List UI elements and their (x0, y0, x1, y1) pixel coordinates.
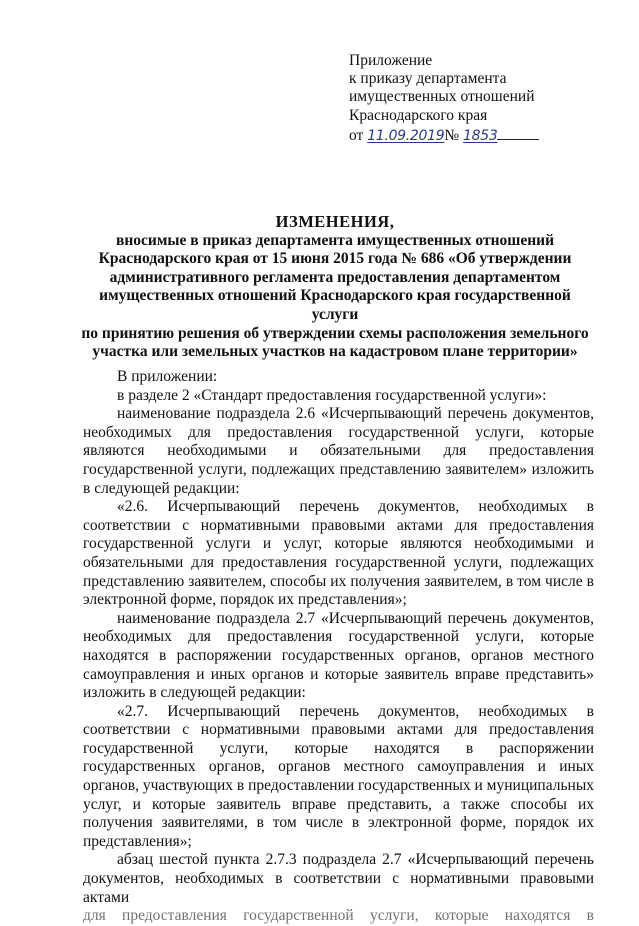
appendix-line: имущественных отношений (349, 88, 535, 106)
title-line: административного регламента предоставления департаментом (109, 268, 561, 286)
paragraph: «2.7. Исчерпывающий перечень документов, необходимых в соответствии с нормативными правовыми актами для предоставления государственной услуги, которые находятся в распоряжении государственных органов, органов местного самоуправления и иных органов, участвующих в предоставлении государственных и муниципальных услуг, и которые заявитель вправе представить, а также способы их получения заявителями, в том числе в электронной форме, порядок их представления»; (83, 702, 594, 850)
appendix-line: Краснодарского края (349, 106, 488, 124)
appendix-header (349, 52, 609, 145)
order-date-number-line (349, 125, 609, 145)
number-prefix: № (444, 126, 460, 144)
paragraph: наименование подраздела 2.7 «Исчерпывающий перечень документов, необходимых для предоставления государственной услуги, которые находятся в распоряжении государственных органов, органов местного самоуправления и иных органов и которые заявитель вправе представить» изложить в следующей редакции: (83, 609, 594, 702)
number-underline (497, 125, 539, 140)
document-body (83, 368, 594, 926)
paragraph: в разделе 2 «Стандарт предоставления государственной услуги»: (117, 386, 547, 404)
title-line: имущественных отношений Краснодарского края государственной услуги (99, 287, 571, 323)
title-line: по принятию решения об утверждении схемы расположения земельного (81, 324, 589, 342)
appendix-line: Приложение (349, 52, 433, 69)
paragraph: абзац шестой пункта 2.7.3 подраздела 2.7 «Исчерпывающий перечень документов, необходимых в соответствии с нормативными правовыми актами (83, 851, 594, 906)
appendix-line: к приказу департамента (349, 70, 507, 88)
paragraph: В приложении: (117, 368, 218, 385)
order-date-handwritten: 11.09.2019 (367, 127, 445, 144)
order-number-handwritten: 1853 (463, 127, 498, 144)
title-heading: ИЗМЕНЕНИЯ, (275, 212, 395, 231)
paragraph: «2.6. Исчерпывающий перечень документов, необходимых в соответствии с нормативными правовыми актами для предоставления государственной услуги и услуг, которые являются необходимыми и обязательными для предоставления государственной услуги, подлежащих представлению заявителем, способы их получения заявителем, в том числе в электронной форме, порядок их представления»; (83, 498, 594, 609)
paragraph: наименование подраздела 2.6 «Исчерпывающий перечень документов, необходимых для предоставления государственной услуги, которые являются необходимыми и обязательными для предоставления государственной услуги, подлежащих представлению заявителем» изложить в следующей редакции: (83, 405, 594, 497)
title-line: Краснодарского края от 15 июня 2015 года № 686 «Об утверждении (98, 250, 572, 268)
title-line: участка или земельных участков на кадастровом плане территории» (92, 343, 578, 361)
paragraph-continuation: для предоставления государственной услуги, которые находятся в (83, 907, 594, 925)
date-prefix: от (349, 126, 364, 144)
title-line: вносимые в приказ департамента имущественных отношений (115, 231, 555, 249)
document-title (80, 213, 590, 362)
